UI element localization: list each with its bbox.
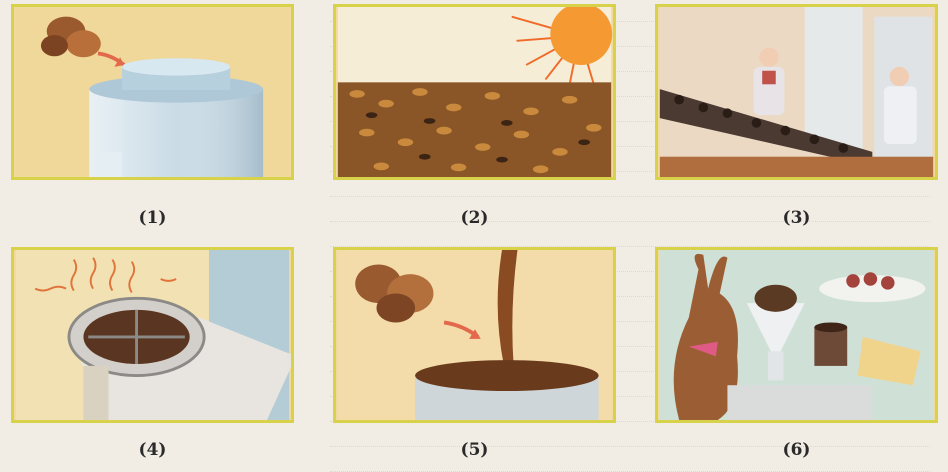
panel-4-roasting: [11, 247, 294, 423]
worker: [759, 48, 778, 67]
illustration-drying: [336, 7, 613, 177]
panel-5-grinding: [333, 247, 616, 423]
machine: [805, 7, 863, 152]
illustration-grinding: [336, 250, 613, 420]
mug: [814, 327, 847, 366]
illustration-container: [14, 7, 291, 177]
caption-2: (2): [460, 208, 489, 228]
caption-5: (5): [460, 440, 489, 460]
illustration-factory: [658, 7, 935, 177]
cocoa-bean: [41, 35, 68, 56]
illustration-roasting: [14, 250, 291, 420]
caption-4: (4): [138, 440, 167, 460]
panel-6-products: [655, 247, 938, 423]
caption-1: (1): [138, 208, 167, 228]
worker: [890, 67, 909, 86]
caption-3: (3): [782, 208, 811, 228]
panel-2-drying: [333, 4, 616, 180]
panel-1-beans-container: [11, 4, 294, 180]
caption-6: (6): [782, 440, 811, 460]
cocoa-bean: [66, 30, 101, 57]
panel-3-factory: [655, 4, 938, 180]
illustration-products: [658, 250, 935, 420]
